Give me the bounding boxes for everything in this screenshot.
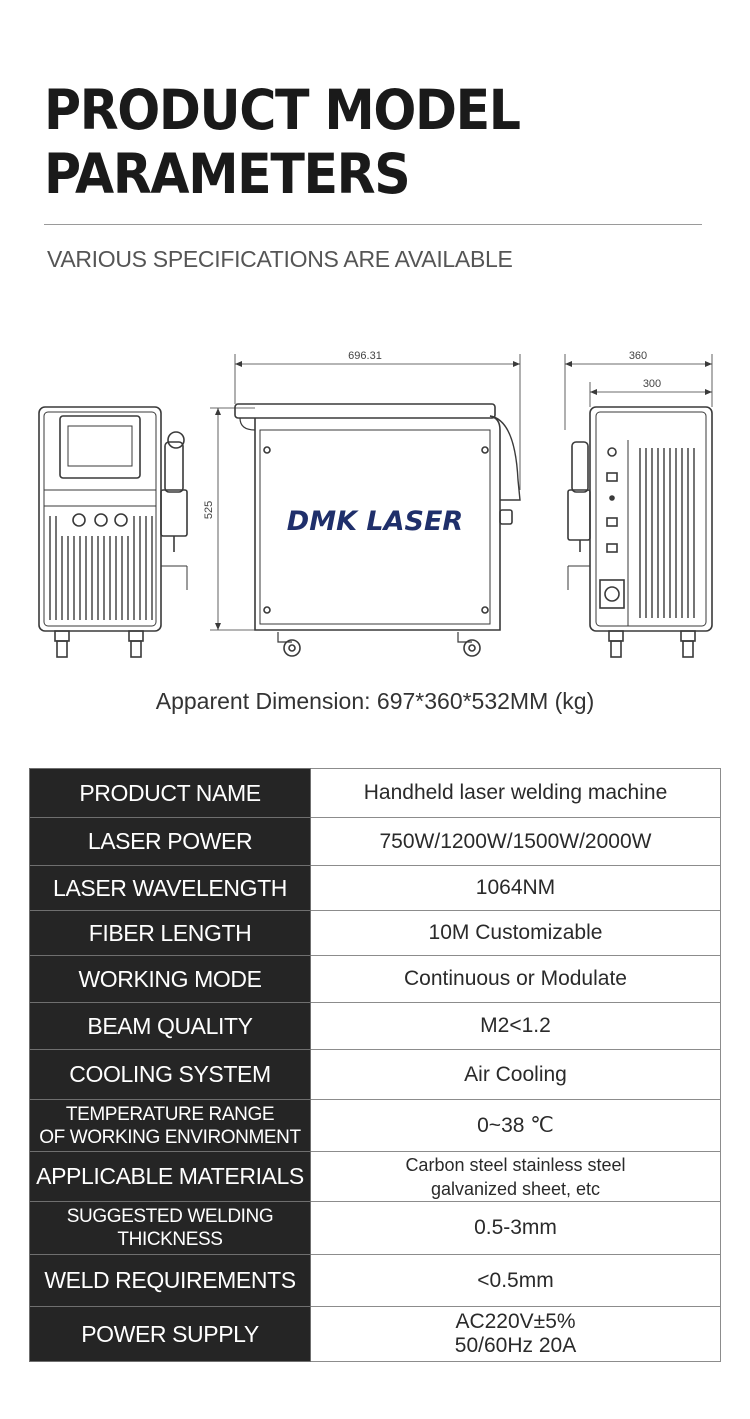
spec-row-fiber-length — [30, 911, 721, 956]
spec-row-beam-quality — [30, 1003, 721, 1050]
spec-key: WORKING MODE — [30, 956, 311, 1003]
spec-key: BEAM QUALITY — [30, 1003, 311, 1050]
spec-row-product-name — [30, 769, 721, 818]
spec-value: AC220V±5% 50/60Hz 20A — [311, 1307, 721, 1362]
spec-key: APPLICABLE MATERIALS — [30, 1152, 311, 1202]
machine-side-view — [565, 354, 712, 657]
spec-value: 10M Customizable — [311, 911, 721, 956]
spec-key: SUGGESTED WELDING THICKNESS — [30, 1202, 311, 1255]
spec-value: Handheld laser welding machine — [311, 769, 721, 818]
dim-depth-label: 360 — [628, 350, 648, 362]
title-line-2: PARAMETERS — [44, 142, 410, 206]
machine-technical-drawing — [0, 330, 750, 670]
dim-depth-inner-label: 300 — [642, 378, 662, 390]
spec-row-laser-power — [30, 818, 721, 866]
spec-table — [29, 768, 721, 1362]
spec-value: Continuous or Modulate — [311, 956, 721, 1003]
spec-row-working-mode — [30, 956, 721, 1003]
spec-value: Air Cooling — [311, 1050, 721, 1100]
spec-value: Carbon steel stainless steel galvanized sheet, etc — [311, 1152, 721, 1202]
spec-row-laser-wavelength — [30, 866, 721, 911]
spec-value: M2<1.2 — [311, 1003, 721, 1050]
title-divider — [44, 224, 702, 225]
spec-key: COOLING SYSTEM — [30, 1050, 311, 1100]
machine-left-view — [39, 407, 187, 657]
spec-key: POWER SUPPLY — [30, 1307, 311, 1362]
spec-value: 0.5-3mm — [311, 1202, 721, 1255]
spec-row-weld-requirements — [30, 1255, 721, 1307]
spec-value: 0~38 ℃ — [311, 1100, 721, 1152]
spec-key: FIBER LENGTH — [30, 911, 311, 956]
dim-height-label: 525 — [203, 500, 215, 520]
spec-key: PRODUCT NAME — [30, 769, 311, 818]
spec-key: TEMPERATURE RANGE OF WORKING ENVIRONMENT — [30, 1100, 311, 1152]
dim-width-label: 696.31 — [348, 350, 382, 362]
page-title — [44, 78, 520, 206]
spec-row-welding-thickness — [30, 1202, 721, 1255]
title-line-1: PRODUCT MODEL — [44, 78, 520, 142]
spec-key: LASER WAVELENGTH — [30, 866, 311, 911]
spec-key: WELD REQUIREMENTS — [30, 1255, 311, 1307]
spec-value: 1064NM — [311, 866, 721, 911]
spec-value: <0.5mm — [311, 1255, 721, 1307]
spec-key: LASER POWER — [30, 818, 311, 866]
spec-row-cooling-system — [30, 1050, 721, 1100]
spec-value: 750W/1200W/1500W/2000W — [311, 818, 721, 866]
spec-row-applicable-materials — [30, 1152, 721, 1202]
spec-row-temperature-range — [30, 1100, 721, 1152]
dimension-caption: Apparent Dimension: 697*360*532MM (kg) — [155, 688, 595, 714]
page-subtitle: VARIOUS SPECIFICATIONS ARE AVAILABLE — [47, 246, 513, 272]
spec-row-power-supply — [30, 1307, 721, 1362]
machine-front-view — [210, 354, 520, 656]
brand-logo: DMK LASER — [286, 506, 464, 537]
